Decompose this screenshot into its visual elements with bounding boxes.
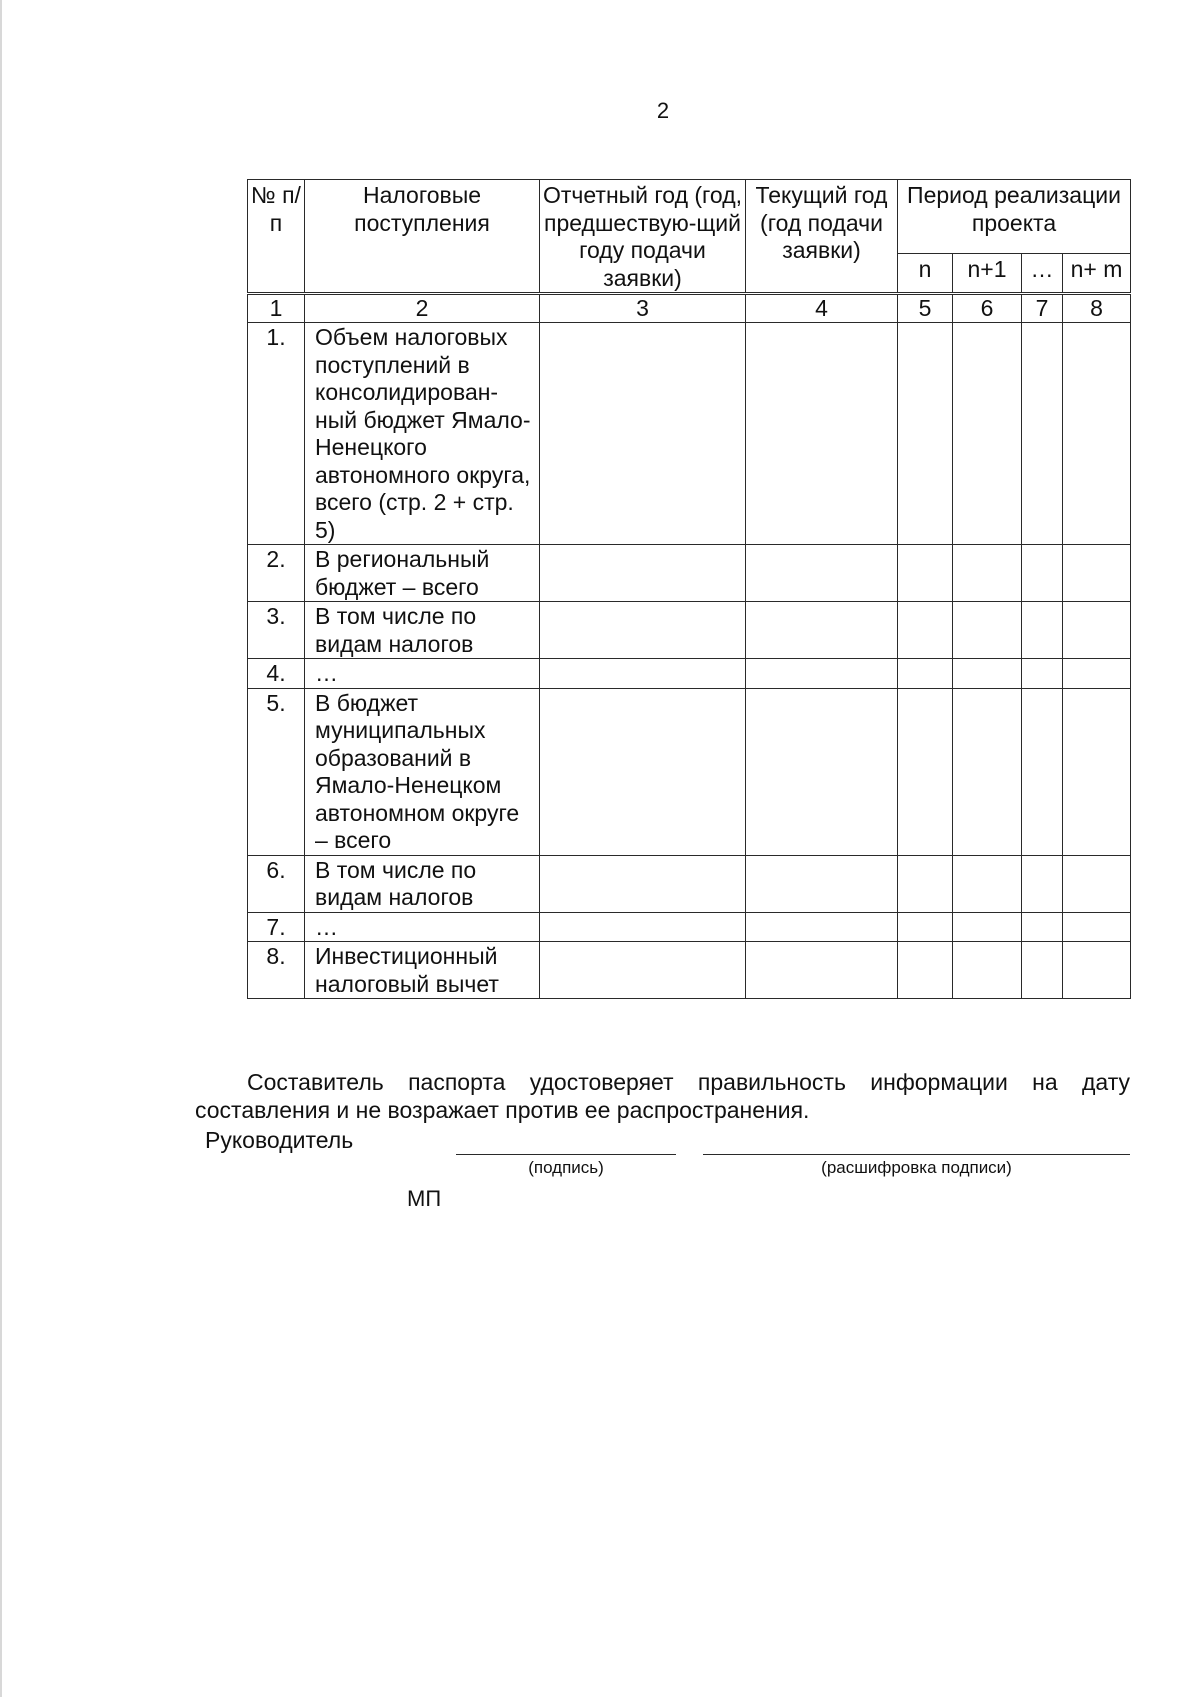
signature-line — [456, 1154, 676, 1155]
row-number: 1. — [248, 323, 305, 545]
table-cell — [746, 912, 898, 942]
column-number-row — [248, 294, 1131, 323]
row-label: В бюджет муниципальных образований в Ямало-Ненецком автономном округе – всего — [305, 688, 540, 855]
row-label: В том числе по видам налогов — [305, 602, 540, 659]
table-cell — [1022, 942, 1063, 999]
row-number: 6. — [248, 855, 305, 912]
row-number: 5. — [248, 688, 305, 855]
header-period-ellipsis: … — [1022, 253, 1063, 293]
table-cell — [746, 323, 898, 545]
header-period-nm: n+ m — [1063, 253, 1131, 293]
row-label: … — [305, 659, 540, 689]
table-row — [248, 855, 1131, 912]
table-cell — [746, 855, 898, 912]
table-cell — [1022, 912, 1063, 942]
column-number: 1 — [248, 294, 305, 323]
table-cell — [1063, 688, 1131, 855]
table-cell — [953, 602, 1022, 659]
table-cell — [540, 323, 746, 545]
table-cell — [898, 942, 953, 999]
header-num: № п/п — [248, 180, 305, 294]
header-period-n: n — [898, 253, 953, 293]
table-row — [248, 912, 1131, 942]
table-cell — [1022, 688, 1063, 855]
table-cell — [540, 659, 746, 689]
table-cell — [1063, 323, 1131, 545]
signatory-title: Руководитель — [205, 1127, 354, 1153]
table-cell — [1063, 659, 1131, 689]
table-cell — [953, 659, 1022, 689]
table-cell — [953, 855, 1022, 912]
row-label: Инвестиционный налоговый вычет — [305, 942, 540, 999]
name-decoding-line — [703, 1154, 1130, 1155]
table-cell — [746, 688, 898, 855]
row-number: 8. — [248, 942, 305, 999]
table-cell — [540, 545, 746, 602]
column-number: 8 — [1063, 294, 1131, 323]
table-cell — [953, 912, 1022, 942]
table-cell — [1063, 855, 1131, 912]
header-project-period: Период реализации проекта — [898, 180, 1131, 254]
row-number: 2. — [248, 545, 305, 602]
header-row — [248, 180, 1131, 254]
table-cell — [746, 545, 898, 602]
table-cell — [746, 659, 898, 689]
row-number: 3. — [248, 602, 305, 659]
table-cell — [898, 659, 953, 689]
table-cell — [1063, 942, 1131, 999]
header-reporting-year: Отчетный год (год, предшествую-щий году подачи заявки) — [540, 180, 746, 294]
column-number: 3 — [540, 294, 746, 323]
table-cell — [953, 688, 1022, 855]
table-cell — [1022, 602, 1063, 659]
table-cell — [1022, 855, 1063, 912]
table-row — [248, 942, 1131, 999]
row-label: В региональный бюджет – всего — [305, 545, 540, 602]
column-number: 5 — [898, 294, 953, 323]
column-number: 2 — [305, 294, 540, 323]
table-row — [248, 323, 1131, 545]
table-cell — [1022, 323, 1063, 545]
table-cell — [1022, 545, 1063, 602]
table-row — [248, 545, 1131, 602]
column-number: 4 — [746, 294, 898, 323]
row-number: 7. — [248, 912, 305, 942]
row-label: В том числе по видам налогов — [305, 855, 540, 912]
table-cell — [746, 602, 898, 659]
table-cell — [540, 855, 746, 912]
table-cell — [540, 942, 746, 999]
table-cell — [898, 602, 953, 659]
column-number: 6 — [953, 294, 1022, 323]
table-cell — [540, 688, 746, 855]
table-row — [248, 602, 1131, 659]
header-tax-revenues: Налоговые поступления — [305, 180, 540, 294]
table-cell — [540, 912, 746, 942]
table-cell — [898, 688, 953, 855]
certification-statement: Составитель паспорта удостоверяет правильность информации на дату составления и не возражает против ее распространения. — [195, 1069, 1130, 1123]
table-cell — [953, 545, 1022, 602]
table-cell — [1063, 545, 1131, 602]
table-cell — [898, 855, 953, 912]
table-cell — [1063, 602, 1131, 659]
tax-revenue-table — [247, 179, 1131, 999]
table-cell — [898, 912, 953, 942]
page-number: 2 — [656, 98, 670, 123]
table-cell — [953, 323, 1022, 545]
table-cell — [953, 942, 1022, 999]
row-label: Объем налоговых поступлений в консолидирован-ный бюджет Ямало-Ненецкого автономного округа, всего (стр. 2 + стр. 5) — [305, 323, 540, 545]
table-row — [248, 659, 1131, 689]
table-cell — [898, 323, 953, 545]
header-period-n1: n+1 — [953, 253, 1022, 293]
table-cell — [1022, 659, 1063, 689]
signature-caption: (подпись) — [528, 1158, 604, 1177]
name-decoding-caption: (расшифровка подписи) — [821, 1158, 1012, 1177]
table-cell — [898, 545, 953, 602]
table-row — [248, 688, 1131, 855]
table-cell — [540, 602, 746, 659]
row-label: … — [305, 912, 540, 942]
table-cell — [1063, 912, 1131, 942]
table-cell — [746, 942, 898, 999]
column-number: 7 — [1022, 294, 1063, 323]
row-number: 4. — [248, 659, 305, 689]
header-current-year: Текущий год (год подачи заявки) — [746, 180, 898, 294]
stamp-placeholder: МП — [407, 1186, 442, 1211]
